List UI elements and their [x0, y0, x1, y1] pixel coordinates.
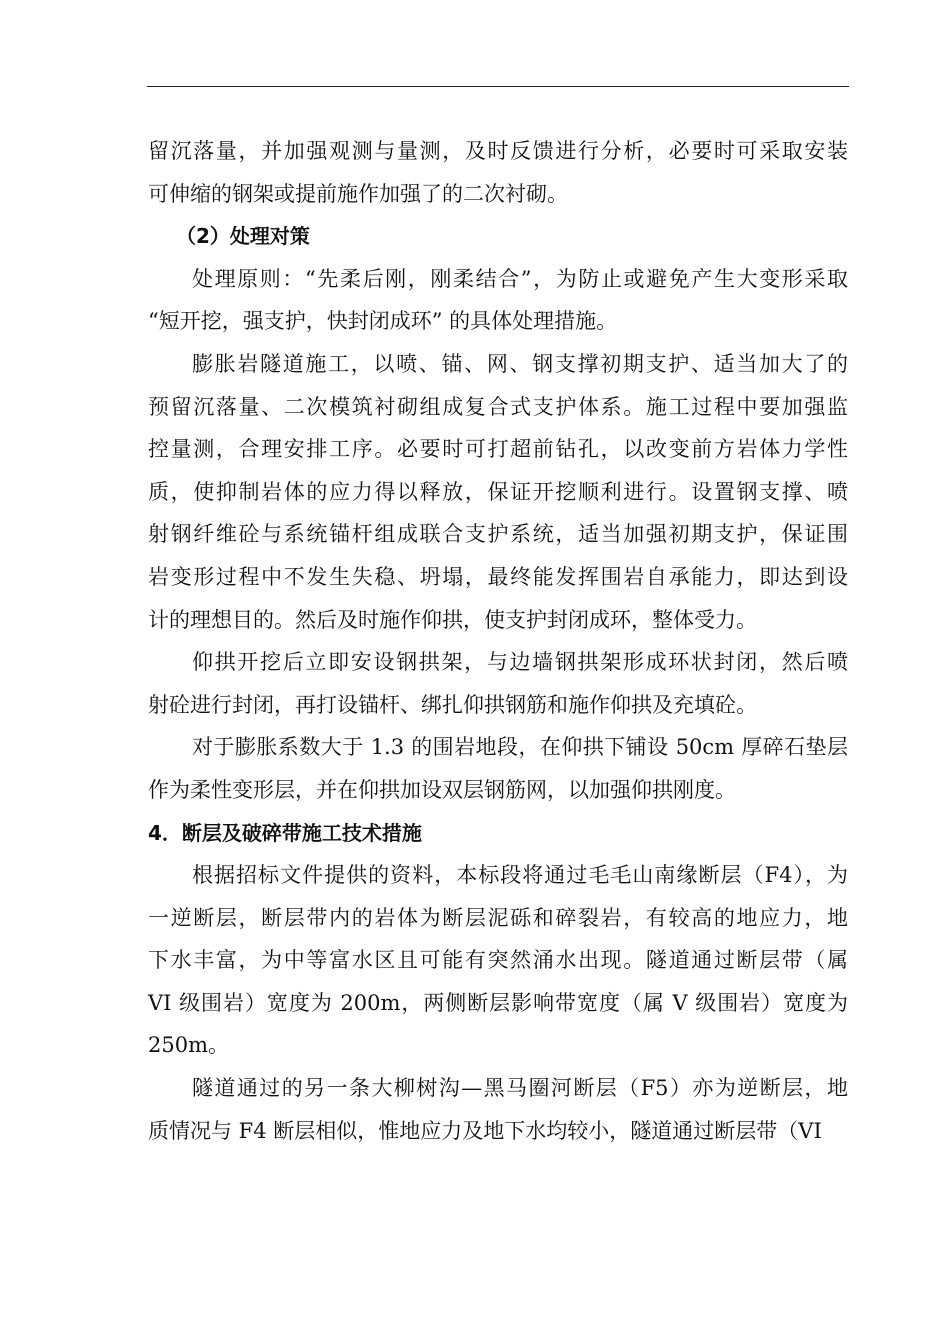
text-line: 作为柔性变形层，并在仰拱加设双层钢筋网，以加强仰拱刚度。: [148, 777, 736, 802]
text-line: 质情况与 F4 断层相似，惟地应力及地下水均较小，隧道通过断层带（VI: [148, 1118, 822, 1143]
paragraph: [148, 258, 848, 343]
paragraph: [148, 854, 848, 1067]
text-line: VI 级围岩）宽度为 200m，两侧断层影响带宽度（属 V 级围岩）宽度为: [148, 990, 848, 1015]
text-line: 对于膨胀系数大于 1.3 的围岩地段，在仰拱下铺设 50cm 厚碎石垫层: [192, 735, 848, 760]
paragraph: [148, 1067, 848, 1152]
text-line: 控量测，合理安排工序。必要时可打超前钻孔，以改变前方岩体力学性: [148, 437, 848, 462]
text-line: 预留沉落量、二次模筑衬砌组成复合式支护体系。施工过程中要加强监: [148, 394, 848, 419]
header-rule: [147, 86, 849, 87]
text-line: 隧道通过的另一条大柳树沟—黑马圈河断层（F5）亦为逆断层，地: [192, 1076, 848, 1101]
paragraph: [148, 343, 848, 641]
section-heading: 4．断层及破碎带施工技术措施: [148, 820, 422, 845]
text-line: 岩变形过程中不发生失稳、坍塌，最终能发挥围岩自承能力，即达到设: [148, 564, 848, 589]
text-line: 计的理想目的。然后及时施作仰拱，使支护封闭成环，整体受力。: [148, 607, 757, 632]
text-line: 射钢纤维砼与系统锚杆组成联合支护系统，适当加强初期支护，保证围: [148, 522, 848, 547]
text-line: 根据招标文件提供的资料，本标段将通过毛毛山南缘断层（F4），为: [192, 863, 848, 888]
paragraph: [148, 130, 848, 215]
paragraph: [148, 726, 848, 811]
text-line: 质，使抑制岩体的应力得以释放，保证开挖顺利进行。设置钢支撑、喷: [148, 479, 848, 504]
paragraph: [148, 641, 848, 726]
text-line: 留沉落量，并加强观测与量测，及时反馈进行分析，必要时可采取安装: [148, 139, 848, 163]
text-line: 处理原则：“先柔后刚，刚柔结合”，为防止或避免产生大变形采取: [192, 266, 848, 291]
subsection-heading: （2）处理对策: [176, 224, 310, 249]
text-line: 射砼进行封闭，再打设锚杆、绑扎仰拱钢筋和施作仰拱及充填砼。: [148, 692, 757, 717]
text-line: “短开挖，强支护，快封闭成环” 的具体处理措施。: [148, 309, 618, 334]
document-body: [148, 130, 848, 1152]
text-line: 仰拱开挖后立即安设钢拱架，与边墙钢拱架形成环状封闭，然后喷: [192, 650, 848, 675]
text-line: 一逆断层，断层带内的岩体为断层泥砾和碎裂岩，有较高的地应力，地: [148, 905, 848, 930]
text-line: 下水丰富，为中等富水区且可能有突然涌水出现。隧道通过断层带（属: [148, 948, 848, 973]
text-line: 250m。: [148, 1033, 229, 1058]
text-line: 可伸缩的钢架或提前施作加强了的二次衬砌。: [148, 181, 568, 206]
text-line: 膨胀岩隧道施工，以喷、锚、网、钢支撑初期支护、适当加大了的: [192, 351, 848, 376]
